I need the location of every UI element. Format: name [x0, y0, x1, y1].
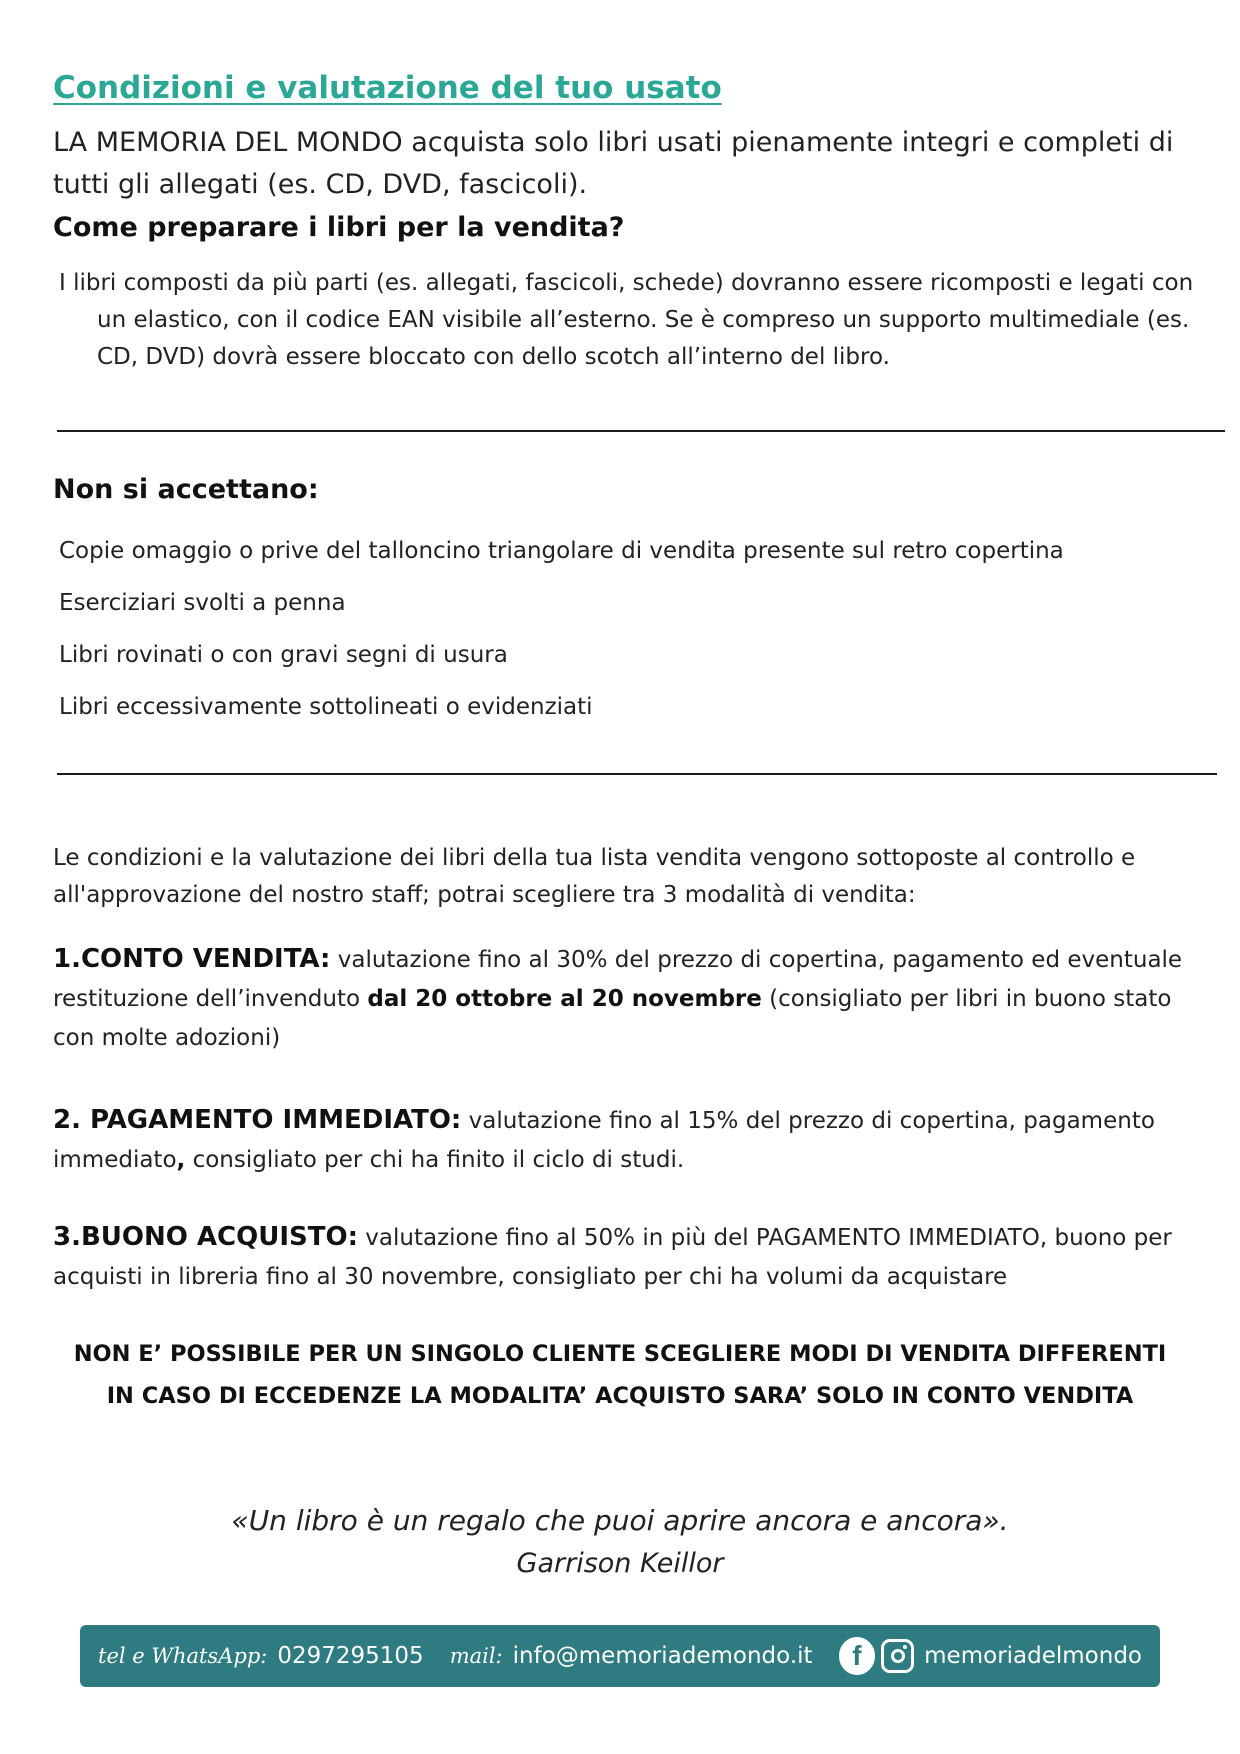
phone-link[interactable]: 0297295105	[277, 1643, 424, 1669]
mode-dates: dal 20 ottobre al 20 novembre	[367, 986, 762, 1012]
mode-bold: ,	[176, 1147, 186, 1173]
mode-conto-vendita	[53, 940, 1203, 1058]
divider	[57, 430, 1225, 432]
mode-text: (consigliato per libri in buono stato con molte adozioni)	[53, 986, 1172, 1051]
list-item: Eserciziari svolti a penna	[59, 590, 346, 616]
mode-text: consigliato per chi ha finito il ciclo di studi.	[185, 1147, 685, 1173]
divider	[57, 773, 1217, 775]
rejected-list	[59, 525, 1064, 733]
rejected-heading: Non si accettano:	[53, 474, 319, 505]
prep-heading: Come preparare i libri per la vendita?	[53, 212, 625, 243]
intro-text: LA MEMORIA DEL MONDO acquista solo libri usati pienamente integri e completi di tutti gli allegati (es. CD, DVD, fascicoli).	[53, 127, 1174, 200]
contact-footer	[80, 1625, 1160, 1687]
mode-text: valutazione fino al 30% del prezzo di copertina, pagamento ed eventuale restituzione dell’invenduto	[53, 947, 1183, 1012]
page-title: Condizioni e valutazione del tuo usato	[53, 70, 722, 106]
quote-author: Garrison Keillor	[516, 1548, 724, 1579]
list-item: Libri eccessivamente sottolineati o evidenziati	[59, 694, 593, 720]
notice	[40, 1333, 1200, 1417]
phone-label: tel e WhatsApp:	[98, 1644, 268, 1668]
mode-pagamento-immediato	[53, 1101, 1203, 1180]
mode-label: 1.CONTO VENDITA:	[53, 944, 331, 974]
email-link[interactable]: info@memoriademondo.it	[512, 1643, 813, 1669]
quote-text: «Un libro è un regalo che puoi aprire ancora e ancora».	[231, 1504, 1009, 1537]
list-item: Copie omaggio o prive del talloncino triangolare di vendita presente sul retro copertina	[59, 538, 1064, 564]
facebook-icon[interactable]: f	[839, 1637, 876, 1675]
list-item: Libri rovinati o con gravi segni di usura	[59, 642, 508, 668]
mode-label: 2. PAGAMENTO IMMEDIATO:	[53, 1105, 462, 1135]
mode-buono-acquisto	[53, 1218, 1203, 1297]
notice-line: NON E’ POSSIBILE PER UN SINGOLO CLIENTE SCEGLIERE MODI DI VENDITA DIFFERENTI	[73, 1341, 1167, 1367]
mode-text: valutazione fino al 50% in più del PAGAMENTO IMMEDIATO, buono per acquisti in libreria fino al 30 novembre, consigliato per chi ha volumi da acquistare	[53, 1225, 1172, 1290]
mode-text: valutazione fino al 15% del prezzo di copertina, pagamento immediato	[53, 1108, 1155, 1173]
instagram-icon[interactable]	[881, 1639, 914, 1673]
mode-label: 3.BUONO ACQUISTO:	[53, 1222, 358, 1252]
mail-label: mail:	[449, 1644, 503, 1668]
conditions-text: Le condizioni e la valutazione dei libri della tua lista vendita vengono sottoposte al controllo e all'approvazione del nostro staff; potrai scegliere tra 3 modalità di vendita:	[53, 845, 1136, 908]
notice-line: IN CASO DI ECCEDENZE LA MODALITA’ ACQUISTO SARA’ SOLO IN CONTO VENDITA	[106, 1383, 1134, 1409]
prep-text: I libri composti da più parti (es. allegati, fascicoli, schede) dovranno essere ricomposti e legati con un elastico, con il codice EAN visibile all’esterno. Se è compreso un supporto multimediale (es. CD, DVD) dovrà essere bloccato con dello scotch all’interno del libro.	[59, 270, 1194, 370]
social-handle[interactable]: memoriadelmondo	[924, 1643, 1142, 1669]
